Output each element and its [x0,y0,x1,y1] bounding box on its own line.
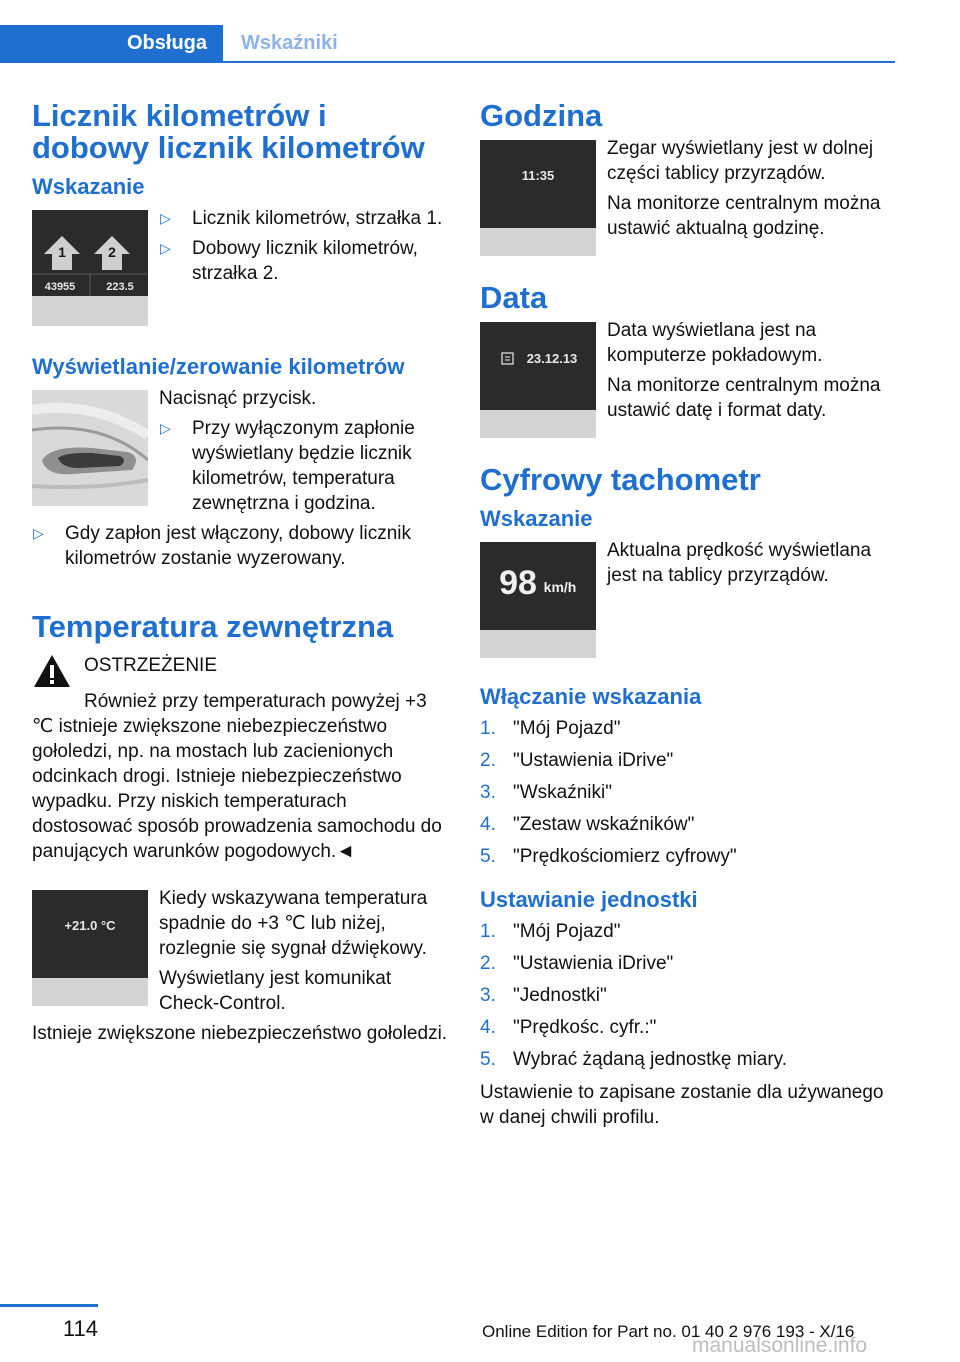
profile-note: Ustawienie to zapisane zostanie dla używanego w danej chwili profilu. [480,1082,884,1128]
reset-intro: Nacisnąć przycisk. [159,388,317,409]
outside-temp-row [32,886,450,1021]
page-number: 114 [62,1316,98,1341]
odometer-title: Licznik kilometrów i dobowy licznik kilometrów [32,98,425,165]
enable-steps [480,716,898,869]
list-item: 1. "Mój Pojazd" [480,718,621,739]
clock-text-1: Zegar wyświetlany jest w dolnej części tablicy przyrządów. [607,138,874,184]
odometer-reset-heading: Wyświetlanie/zerowanie kilometrów [32,354,405,379]
footer-rule [0,1304,98,1307]
odometer-reset-list-2 [32,521,450,571]
list-item: 5. "Prędkościomierz cyfrowy" [480,846,737,867]
edition-text: Online Edition for Part no. 01 40 2 976 193 - X/16 [482,1322,855,1341]
clock-row [480,136,898,256]
temperature-display-image [32,890,148,1006]
ice-risk-text: Istnieje zwiększone niebezpieczeństwo gołoledzi. [32,1023,448,1044]
header-tabs [0,25,895,63]
list-item: ▷ Dobowy licznik kilometrów, strzałka 2. [159,236,450,286]
list-item: 5. Wybrać żądaną jednostkę miary. [480,1049,788,1070]
odometer-display-list [159,206,450,286]
date-title: Data [480,280,548,315]
date-text-2: Na monitorze centralnym można ustawić datę i format daty. [607,375,881,421]
unit-heading: Ustawianie jednostki [480,887,698,912]
date-display-image [480,322,596,438]
warning-label: OSTRZEŻENIE [84,655,218,676]
unit-steps [480,919,898,1072]
odometer-reset-row [32,386,450,521]
speedo-row [480,538,898,658]
odometer-reset-list [159,416,450,516]
list-item: 4. "Prędkośc. cyfr.:" [480,1017,657,1038]
arrow-2-label: 2 [108,244,116,260]
left-column [32,100,450,1051]
date-text-1: Data wyświetlana jest na komputerze pokładowym. [607,320,823,366]
list-item: 3. "Wskaźniki" [480,782,612,803]
list-item: 4. "Zestaw wskaźników" [480,814,695,835]
tab-wskazniki[interactable]: Wskaźniki [241,32,338,54]
list-item: 3. "Jednostki" [480,985,607,1006]
list-item: ▷ Licznik kilometrów, strzałka 1. [159,206,450,231]
check-control-text: Wyświetlany jest komunikat Check-Control. [159,968,392,1014]
speedo-display-heading: Wskazanie [480,506,593,531]
outside-temp-title: Temperatura zewnętrzna [32,609,394,644]
list-item: 2. "Ustawienia iDrive" [480,953,674,974]
list-item: ▷ Przy wyłączonym zapłonie wyświetlany będzie licznik kilometrów, temperatura zewnętrzna i godzina. [159,416,450,516]
warning-text: Również przy temperaturach powyżej +3 ℃ istnieje zwiększone niebezpieczeństwo gołoledzi, np. na mostach lub zacienionych odcinkach drogi. Istnieje niebezpieczeństwo wypadku. Przy niskich temperaturach dostosować sposób prowadzenia samochodu do panujących warunków pogodowych.◄ [32,691,442,862]
odometer-display-row [32,206,450,326]
enable-heading: Włączanie wskazania [480,684,702,709]
speedo-display-image [480,542,596,658]
temperature-value: +21.0 °C [64,918,116,933]
warning-row [32,653,450,689]
date-value: 23.12.13 [526,351,578,366]
warning-triangle-icon [32,653,72,689]
list-item: 2. "Ustawienia iDrive" [480,750,674,771]
reset-button-image [32,390,148,506]
arrow-1-label: 1 [58,244,66,260]
odometer-display-heading: Wskazanie [32,174,145,199]
speedo-title: Cyfrowy tachometr [480,462,761,497]
clock-title: Godzina [480,98,603,133]
clock-value: 11:35 [521,168,555,183]
speedo-display-text: Aktualna prędkość wyświetlana jest na tablicy przyrządów. [607,540,872,586]
speed-value: 98 [499,564,537,602]
list-item: ▷ Gdy zapłon jest włączony, dobowy licznik kilometrów zostanie wyzerowany. [32,521,450,571]
watermark: manualsonline.info [692,1334,868,1357]
list-item: 1. "Mój Pojazd" [480,921,621,942]
trip-value: 223.5 [106,281,134,293]
odometer-image [32,210,148,326]
odometer-value: 43955 [44,281,76,293]
clock-text-2: Na monitorze centralnym można ustawić aktualną godzinę. [607,193,881,239]
alert-text: Kiedy wskazywana temperatura spadnie do +3 ℃ lub niżej, rozlegnie się sygnał dźwiękowy. [159,888,428,959]
tab-obsluga[interactable]: Obsługa [0,25,223,61]
clock-display-image [480,140,596,256]
speed-unit: km/h [543,579,577,595]
date-row [480,318,898,438]
right-column [480,100,898,1135]
